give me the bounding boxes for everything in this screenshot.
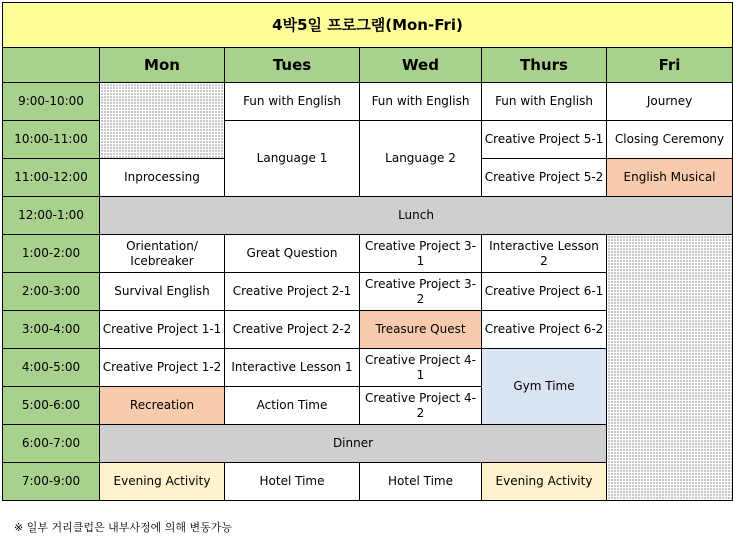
schedule-cell: Fun with English	[225, 83, 360, 121]
schedule-cell: Creative Project 4-1	[360, 349, 482, 387]
header-tues: Tues	[225, 48, 360, 83]
schedule-cell: Language 2	[360, 121, 482, 197]
schedule-cell-highlight: Evening Activity	[100, 463, 225, 501]
schedule-table	[2, 2, 733, 501]
schedule-cell-highlight: English Musical	[607, 159, 733, 197]
schedule-cell: Great Question	[225, 235, 360, 273]
time-slot: 3:00-4:00	[3, 311, 100, 349]
schedule-cell: Language 1	[225, 121, 360, 197]
schedule-cell: Creative Project 6-2	[482, 311, 607, 349]
schedule-cell: Creative Project 1-2	[100, 349, 225, 387]
page-title: 4박5일 프로그램(Mon-Fri)	[3, 3, 733, 48]
schedule-cell: Fun with English	[482, 83, 607, 121]
schedule-cell: Closing Ceremony	[607, 121, 733, 159]
empty-dotted-cell	[100, 83, 225, 159]
schedule-cell: Creative Project 5-1	[482, 121, 607, 159]
schedule-cell-highlight: Recreation	[100, 387, 225, 425]
header-corner	[3, 48, 100, 83]
lunch-row: Lunch	[100, 197, 733, 235]
time-slot: 4:00-5:00	[3, 349, 100, 387]
time-slot: 11:00-12:00	[3, 159, 100, 197]
schedule-cell: Hotel Time	[225, 463, 360, 501]
time-slot: 7:00-9:00	[3, 463, 100, 501]
schedule-cell: Action Time	[225, 387, 360, 425]
schedule-cell: Orientation/ Icebreaker	[100, 235, 225, 273]
schedule-cell: Interactive Lesson 2	[482, 235, 607, 273]
time-slot: 9:00-10:00	[3, 83, 100, 121]
schedule-cell: Creative Project 3-2	[360, 273, 482, 311]
schedule-cell: Interactive Lesson 1	[225, 349, 360, 387]
schedule-cell: Creative Project 5-2	[482, 159, 607, 197]
time-slot: 5:00-6:00	[3, 387, 100, 425]
schedule-cell: Hotel Time	[360, 463, 482, 501]
schedule-cell: Creative Project 6-1	[482, 273, 607, 311]
header-mon: Mon	[100, 48, 225, 83]
dinner-row: Dinner	[100, 425, 607, 463]
time-slot: 12:00-1:00	[3, 197, 100, 235]
schedule-cell: Survival English	[100, 273, 225, 311]
schedule-cell-highlight: Gym Time	[482, 349, 607, 425]
schedule-cell-highlight: Treasure Quest	[360, 311, 482, 349]
schedule-cell: Creative Project 2-2	[225, 311, 360, 349]
header-wed: Wed	[360, 48, 482, 83]
time-slot: 2:00-3:00	[3, 273, 100, 311]
schedule-cell-highlight: Evening Activity	[482, 463, 607, 501]
empty-dotted-cell	[607, 235, 733, 501]
time-slot: 10:00-11:00	[3, 121, 100, 159]
schedule-cell: Fun with English	[360, 83, 482, 121]
time-slot: 6:00-7:00	[3, 425, 100, 463]
schedule-cell: Journey	[607, 83, 733, 121]
footnote: ※ 일부 거리클럽은 내부사정에 의해 변동가능	[14, 521, 232, 534]
header-fri: Fri	[607, 48, 733, 83]
schedule-cell: Inprocessing	[100, 159, 225, 197]
schedule-cell: Creative Project 1-1	[100, 311, 225, 349]
header-thurs: Thurs	[482, 48, 607, 83]
schedule-cell: Creative Project 3-1	[360, 235, 482, 273]
time-slot: 1:00-2:00	[3, 235, 100, 273]
schedule-cell: Creative Project 2-1	[225, 273, 360, 311]
schedule-cell: Creative Project 4-2	[360, 387, 482, 425]
